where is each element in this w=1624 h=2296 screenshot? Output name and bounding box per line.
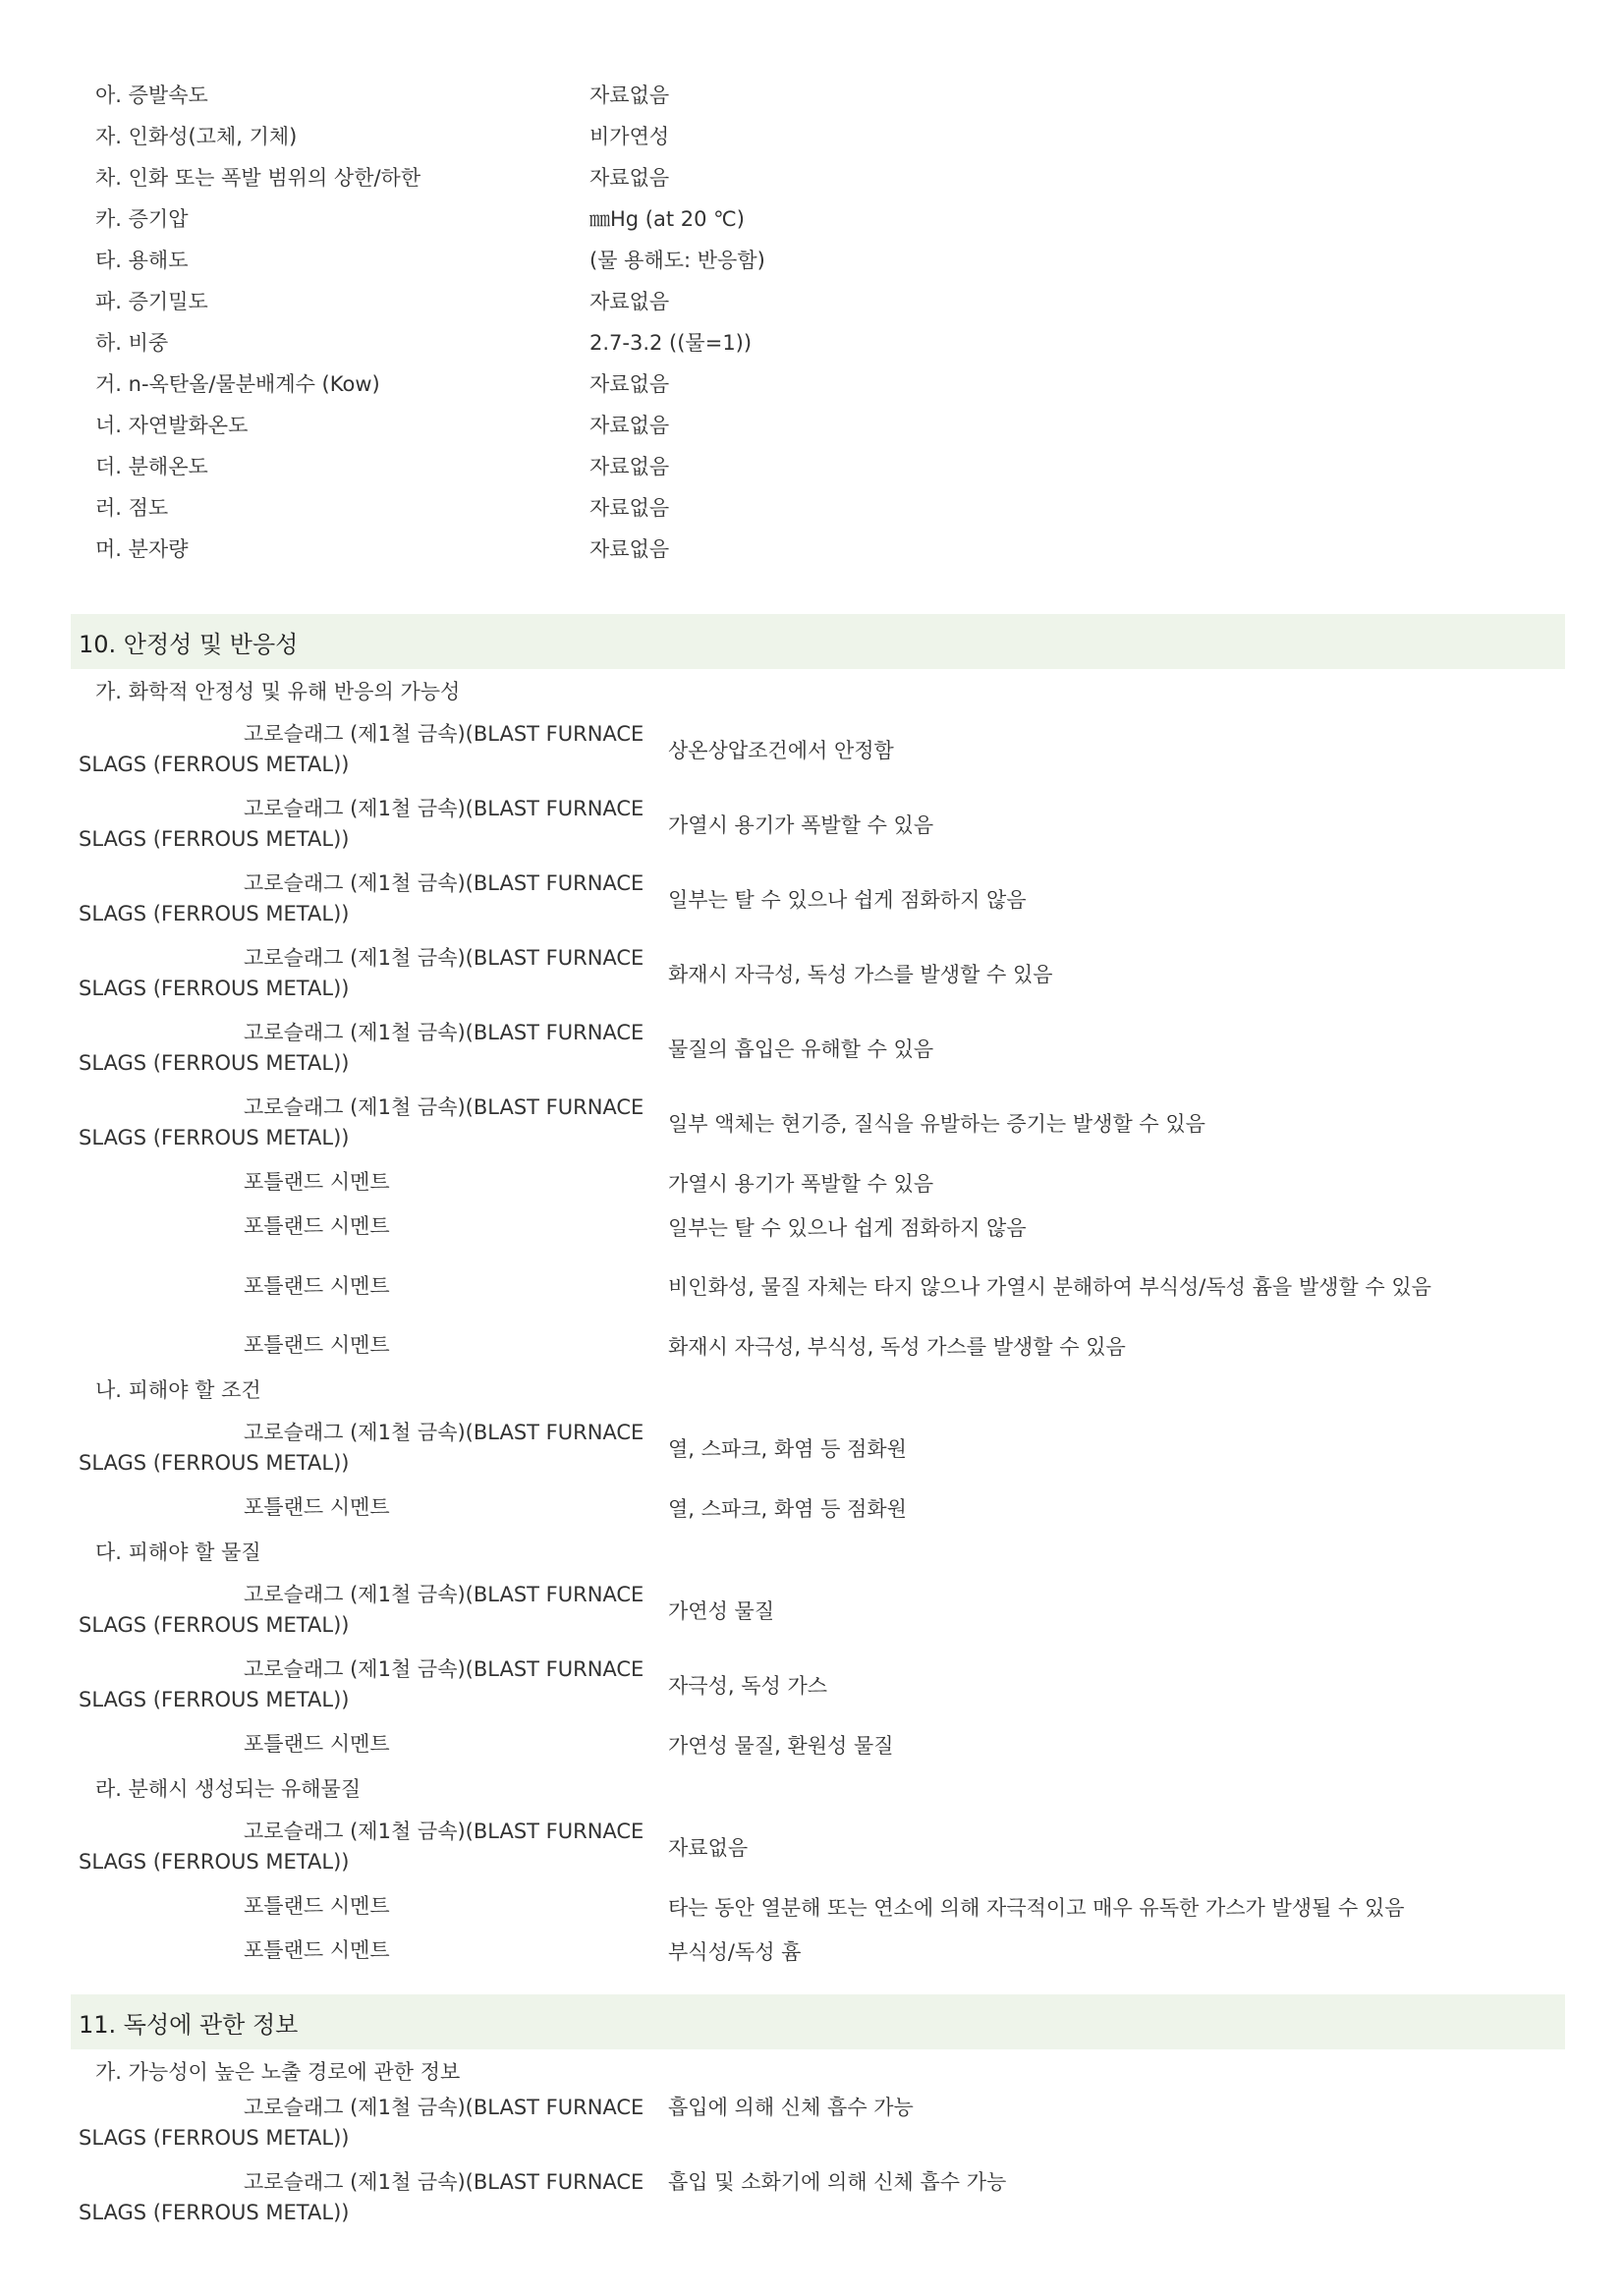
info-text: 열, 스파크, 화염 등 점화원 xyxy=(668,1496,907,1521)
substance-name-line2: SLAGS (FERROUS METAL)) xyxy=(79,977,350,1000)
subsection-10d-title: 라. 분해시 생성되는 유해물질 xyxy=(95,1777,362,1801)
info-row xyxy=(0,1323,1624,1368)
substance-name xyxy=(0,868,668,929)
info-text: 부식성/독성 흄 xyxy=(668,1939,802,1964)
property-label: 러. 점도 xyxy=(95,496,169,520)
property-row xyxy=(0,404,1624,445)
property-value: 자료없음 xyxy=(589,455,670,478)
section-10-header xyxy=(71,614,1565,669)
info-row xyxy=(0,2167,1624,2242)
property-value: 자료없음 xyxy=(589,84,670,107)
info-text: 일부는 탈 수 있으나 쉽게 점화하지 않음 xyxy=(668,1215,1027,1240)
info-text: 물질의 흡입은 유해할 수 있음 xyxy=(668,1037,934,1061)
property-row xyxy=(0,528,1624,569)
info-row xyxy=(0,1160,1624,1204)
substance-name: 포틀랜드 시멘트 xyxy=(244,1894,390,1918)
substance-name-line2: SLAGS (FERROUS METAL)) xyxy=(79,902,350,925)
property-label: 파. 증기밀도 xyxy=(95,290,208,313)
property-row xyxy=(0,115,1624,156)
property-value: 2.7-3.2 ((물=1)) xyxy=(589,331,753,355)
info-text: 가연성 물질, 환원성 물질 xyxy=(668,1733,894,1758)
property-row xyxy=(0,445,1624,486)
substance-name xyxy=(0,1092,668,1153)
info-row xyxy=(0,787,1624,862)
property-row xyxy=(0,156,1624,197)
substance-name-line1: 고로슬래그 (제1철 금속)(BLAST FURNACE xyxy=(244,871,644,895)
info-text: 자극성, 독성 가스 xyxy=(668,1674,828,1698)
info-row xyxy=(0,1648,1624,1722)
info-row xyxy=(0,1249,1624,1323)
property-row xyxy=(0,363,1624,404)
section-10-title: 10. 안정성 및 반응성 xyxy=(79,630,299,658)
substance-name-line2: SLAGS (FERROUS METAL)) xyxy=(79,753,350,776)
substance-name: 고로슬래그 (제1철 금속)(BLAST FURNACE SLAGS (FERROUS METAL)) xyxy=(79,1657,644,1711)
substance-name: 포틀랜드 시멘트 xyxy=(244,1938,390,1962)
substance-name: 고로슬래그 (제1철 금속)(BLAST FURNACE SLAGS (FERROUS METAL)) xyxy=(79,1583,644,1637)
property-value: 비가연성 xyxy=(589,125,670,148)
substance-name-line1: 고로슬래그 (제1철 금속)(BLAST FURNACE xyxy=(244,1095,644,1119)
info-text: 화재시 자극성, 독성 가스를 발생할 수 있음 xyxy=(668,963,1053,986)
property-label: 더. 분해온도 xyxy=(95,455,208,478)
info-row xyxy=(0,1884,1624,1929)
property-value: 자료없음 xyxy=(589,166,670,190)
info-text: 자료없음 xyxy=(668,1836,749,1860)
info-text: 열, 스파크, 화염 등 점화원 xyxy=(668,1437,907,1461)
substance-name-line1: 고로슬래그 (제1철 금속)(BLAST FURNACE xyxy=(244,1021,644,1044)
substance-name: 고로슬래그 (제1철 금속)(BLAST FURNACE SLAGS (FERROUS METAL)) xyxy=(79,2096,644,2150)
subsection-10a-title: 가. 화학적 안정성 및 유해 반응의 가능성 xyxy=(95,680,461,703)
info-row xyxy=(0,1929,1624,1973)
subsection-10c-title: 다. 피해야 할 물질 xyxy=(95,1540,261,1564)
info-row xyxy=(0,1086,1624,1160)
property-row xyxy=(0,280,1624,321)
substance-name: 포틀랜드 시멘트 xyxy=(244,1495,390,1519)
property-value: 자료없음 xyxy=(589,290,670,313)
subsection-11a-title: 가. 가능성이 높은 노출 경로에 관한 정보 xyxy=(95,2060,461,2084)
info-text: 가연성 물질 xyxy=(668,1599,775,1623)
property-value: (물 용해도: 반응함) xyxy=(589,249,765,272)
substance-name xyxy=(0,719,668,780)
substance-name: 포틀랜드 시멘트 xyxy=(244,1214,390,1238)
info-row xyxy=(0,1204,1624,1249)
info-text: 가열시 용기가 폭발할 수 있음 xyxy=(668,813,934,837)
info-text: 비인화성, 물질 자체는 타지 않으나 가열시 분해하여 부식성/독성 흄을 발생할 수 있음 xyxy=(668,1275,1431,1299)
substance-name: 포틀랜드 시멘트 xyxy=(244,1333,390,1357)
info-text: 흡입 및 소화기에 의해 신체 흡수 가능 xyxy=(668,2170,1007,2194)
property-label: 너. 자연발화온도 xyxy=(95,414,249,437)
info-row xyxy=(0,1411,1624,1485)
physical-properties-list xyxy=(0,74,1624,569)
subsection-10b-title: 나. 피해야 할 조건 xyxy=(95,1378,261,1402)
section-11-title: 11. 독성에 관한 정보 xyxy=(79,2010,299,2039)
property-value: 자료없음 xyxy=(589,496,670,520)
property-row xyxy=(0,239,1624,280)
info-text: 일부 액체는 현기증, 질식을 유발하는 증기는 발생할 수 있음 xyxy=(668,1112,1205,1136)
property-label: 자. 인화성(고체, 기체) xyxy=(95,125,298,148)
property-value: ㎜Hg (at 20 ℃) xyxy=(589,207,745,231)
substance-name-line2: SLAGS (FERROUS METAL)) xyxy=(79,1126,350,1149)
substance-name xyxy=(0,794,668,855)
property-value: 자료없음 xyxy=(589,414,670,437)
substance-name-line1: 고로슬래그 (제1철 금속)(BLAST FURNACE xyxy=(244,722,644,746)
substance-name: 고로슬래그 (제1철 금속)(BLAST FURNACE SLAGS (FERROUS METAL)) xyxy=(79,1421,644,1475)
property-label: 머. 분자량 xyxy=(95,537,189,561)
section-11-header xyxy=(71,1994,1565,2049)
substance-name: 포틀랜드 시멘트 xyxy=(244,1170,390,1194)
substance-name xyxy=(0,943,668,1004)
substance-name-line1: 고로슬래그 (제1철 금속)(BLAST FURNACE xyxy=(244,946,644,970)
subsection-10a-rows xyxy=(0,712,1624,1368)
property-value: 자료없음 xyxy=(589,537,670,561)
property-row xyxy=(0,197,1624,239)
info-text: 흡입에 의해 신체 흡수 가능 xyxy=(668,2096,914,2119)
info-row xyxy=(0,1485,1624,1530)
property-label: 하. 비중 xyxy=(95,331,169,355)
substance-name: 고로슬래그 (제1철 금속)(BLAST FURNACE SLAGS (FERROUS METAL)) xyxy=(79,2170,644,2224)
substance-name: 포틀랜드 시멘트 xyxy=(244,1273,390,1298)
property-label: 카. 증기압 xyxy=(95,207,189,231)
substance-name: 고로슬래그 (제1철 금속)(BLAST FURNACE SLAGS (FERROUS METAL)) xyxy=(79,1820,644,1874)
property-label: 거. n-옥탄올/물분배계수 (Kow) xyxy=(95,372,380,396)
info-row xyxy=(0,2093,1624,2167)
property-label: 차. 인화 또는 폭발 범위의 상한/하한 xyxy=(95,166,421,190)
info-row xyxy=(0,1011,1624,1086)
substance-name xyxy=(0,1018,668,1079)
info-text: 화재시 자극성, 부식성, 독성 가스를 발생할 수 있음 xyxy=(668,1334,1126,1359)
property-row xyxy=(0,74,1624,115)
substance-name-line1: 고로슬래그 (제1철 금속)(BLAST FURNACE xyxy=(244,797,644,820)
info-text: 일부는 탈 수 있으나 쉽게 점화하지 않음 xyxy=(668,888,1027,912)
info-row xyxy=(0,862,1624,936)
substance-name-line2: SLAGS (FERROUS METAL)) xyxy=(79,1051,350,1075)
property-row xyxy=(0,321,1624,363)
info-row xyxy=(0,936,1624,1011)
info-row xyxy=(0,1722,1624,1766)
property-value: 자료없음 xyxy=(589,372,670,396)
property-label: 타. 용해도 xyxy=(95,249,189,272)
info-text: 가열시 용기가 폭발할 수 있음 xyxy=(668,1171,934,1196)
info-row xyxy=(0,1573,1624,1648)
info-row xyxy=(0,712,1624,787)
substance-name: 포틀랜드 시멘트 xyxy=(244,1732,390,1756)
info-text: 상온상압조건에서 안정함 xyxy=(668,739,894,762)
property-row xyxy=(0,486,1624,528)
property-label: 아. 증발속도 xyxy=(95,84,208,107)
info-row xyxy=(0,1810,1624,1884)
info-text: 타는 동안 열분해 또는 연소에 의해 자극적이고 매우 유독한 가스가 발생될 수 있음 xyxy=(668,1895,1405,1920)
substance-name-line2: SLAGS (FERROUS METAL)) xyxy=(79,827,350,851)
